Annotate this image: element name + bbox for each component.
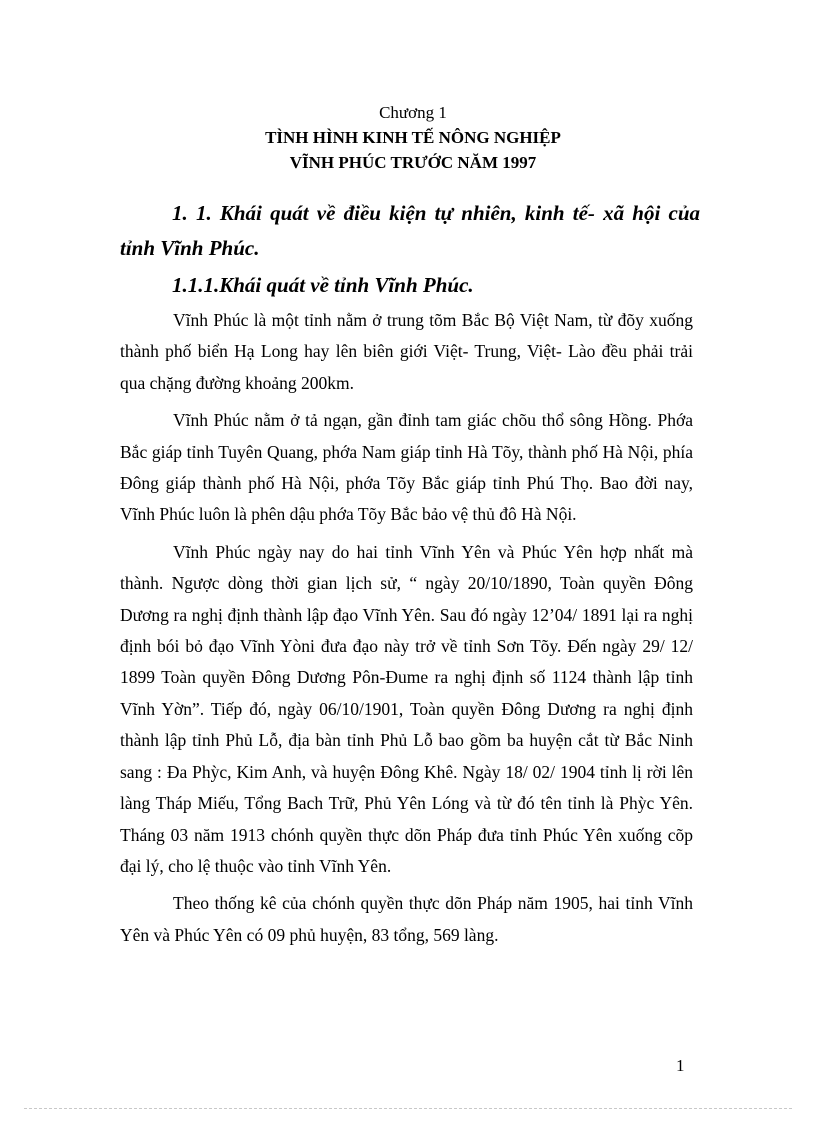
page-number: 1 [676,1056,685,1075]
chapter-title-line-1: TÌNH HÌNH KINH TẾ NÔNG NGHIỆP [265,128,561,147]
chapter-heading [0,100,816,175]
page-bottom-divider [24,1108,792,1109]
subsection-title: 1.1.1.Khái quát về tỉnh Vĩnh Phúc. [172,273,474,297]
paragraph: Vĩnh Phúc ngày nay do hai tỉnh Vĩnh Yên và Phúc Yên hợp nhất mà thành. Ngược dòng thời gian lịch sử, “ ngày 20/10/1890, Toàn quyền Đông Dương ra nghị định thành lập đạo Vĩnh Yên. Sau đó ngày 12’04/ 1891 lại ra nghị định bói bỏ đạo Vĩnh Yòni đưa đạo này trở về tỉnh Sơn Tõy. Đến ngày 29/ 12/ 1899 Toàn quyền Đông Dương Pôn-Đume ra nghị định số 1124 thành lập tỉnh Vĩnh Yờn”. Tiếp đó, ngày 06/10/1901, Toàn quyền Đông Dương ra nghị định thành lập tỉnh Phủ Lỗ, địa bàn tỉnh Phủ Lỗ bao gồm ba huyện cắt từ Bắc Ninh sang : Đa Phỳc, Kim Anh, và huyện Đông Khê. Ngày 18/ 02/ 1904 tỉnh lị rời lên làng Tháp Miếu, Tổng Bach Trữ, Phủ Yên Lóng và từ đó tên tỉnh là Phỳc Yên. Tháng 03 năm 1913 chónh quyền thực dõn Pháp đưa tỉnh Phúc Yên xuống cõp đại lý, cho lệ thuộc vào tỉnh Vĩnh Yên. [120,541,693,876]
paragraph: Vĩnh Phúc nằm ở tả ngạn, gần đỉnh tam giác chõu thổ sông Hồng. Phớa Bắc giáp tỉnh Tuyên Quang, phớa Nam giáp tỉnh Hà Tõy, thành phố Hà Nội, phía Đông giáp thành phố Hà Nội, phớa Tõy Bắc giáp tỉnh Phú Thọ. Bao đời nay, Vĩnh Phúc luôn là phên dậu phớa Tõy Bắc bảo vệ thủ đô Hà Nội. [120,410,693,525]
body-text [120,305,693,957]
paragraph: Theo thống kê của chónh quyền thực dõn Pháp năm 1905, hai tỉnh Vĩnh Yên và Phúc Yên có 09 phủ huyện, 83 tổng, 569 làng. [120,893,693,945]
section-title: 1. 1. Khái quát về điều kiện tự nhiên, kinh tế- xã hội của tỉnh Vĩnh Phúc. [120,201,700,260]
chapter-label: Chương 1 [379,103,447,122]
paragraph: Vĩnh Phúc là một tỉnh nằm ở trung tõm Bắc Bộ Việt Nam, từ đõy xuống thành phố biển Hạ Long hay lên biên giới Việt- Trung, Việt- Lào đều phải trải qua chặng đường khoảng 200km. [120,310,693,393]
chapter-title-line-2: VĨNH PHÚC TRƯỚC NĂM 1997 [289,153,537,172]
